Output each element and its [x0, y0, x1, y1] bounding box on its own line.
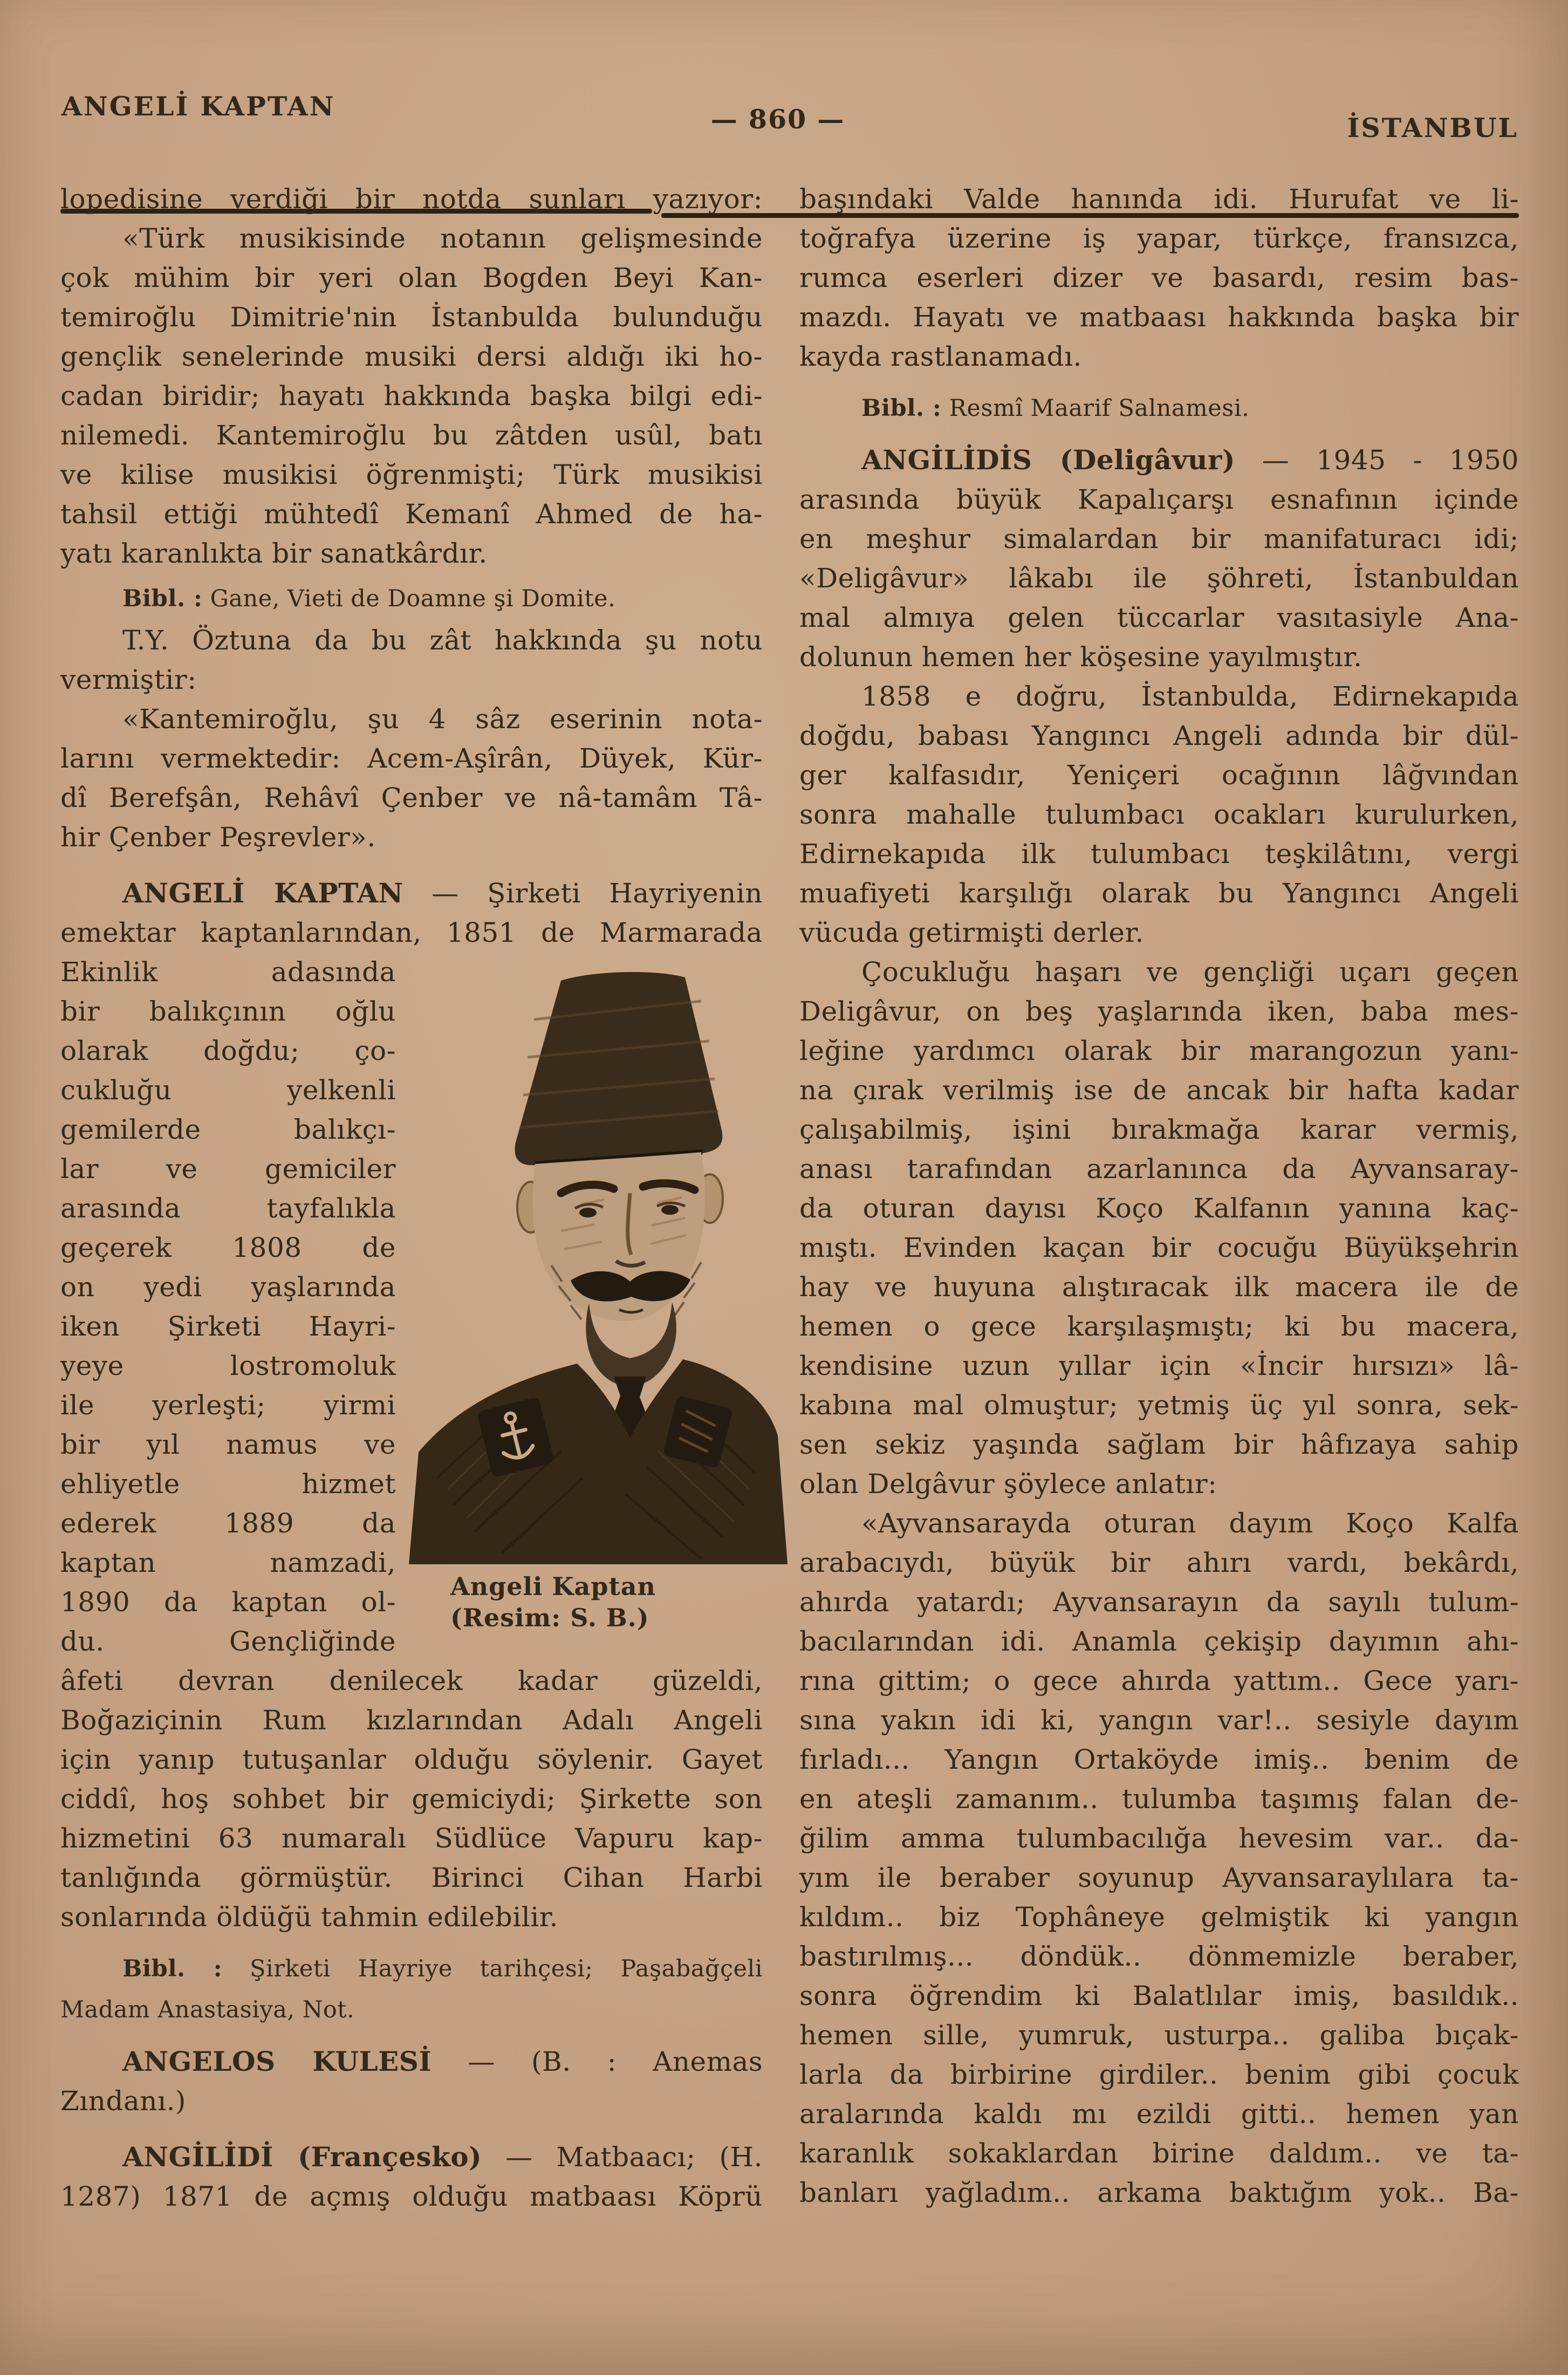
text-line: on yedi yaşlarında	[60, 1271, 396, 1303]
text-line: yeye lostromoluk	[60, 1350, 396, 1381]
text-line: Ekinlik adasında	[60, 956, 396, 988]
left-column-lower-block	[60, 1661, 763, 2216]
text-line: larla da birbirine girdiler.. benim gibi çocuk	[799, 2059, 1519, 2090]
text-line: hay ve huyuna alıştıracak ilk macera ile de	[799, 1271, 1519, 1303]
text-line: cadan biridir; hayatı hakkında başka bilgi edi-	[60, 380, 763, 412]
text-line: cukluğu yelkenli	[60, 1074, 396, 1106]
text-line: dî Berefşân, Rehâvî Çenber ve nâ-tamâm Tâ-	[60, 782, 763, 813]
text-line: «Türk musikisinde notanın gelişmesinde	[122, 223, 763, 254]
text-line: bir yıl namus ve	[60, 1429, 396, 1460]
text-line: olarak doğdu; ço-	[60, 1035, 396, 1066]
page-number: — 860 —	[710, 104, 845, 135]
text-line: gençlik senelerinde musiki dersi aldığı iki ho-	[60, 341, 763, 372]
left-column-narrow-block	[60, 953, 396, 1661]
entry-heading-line: Bibl. : Resmî Maarif Salnamesi.	[861, 395, 1250, 422]
text-line: ve kilise musikisi öğrenmişti; Türk musikisi	[60, 459, 763, 490]
entry-heading-line: ANGELİ KAPTAN — Şirketi Hayriyenin	[122, 877, 763, 909]
text-line: aralarında kaldı mı ezildi gitti.. hemen yan	[799, 2098, 1519, 2130]
text-line: emektar kaptanlarından, 1851 de Marmarada	[60, 917, 763, 948]
portrait-figure	[399, 949, 788, 1645]
text-line: kabına mal olmuştur; yetmiş üç yıl sonra, sek-	[799, 1390, 1519, 1421]
text-line: rına gittim; o gece ahırda yattım.. Gece yarı-	[799, 1665, 1519, 1696]
text-line: başındaki Valde hanında idi. Hurufat ve li-	[799, 183, 1519, 215]
text-line: yım ile beraber soyunup Ayvansaraylılara ta-	[799, 1862, 1519, 1893]
text-line: gemilerde balıkçı-	[60, 1114, 396, 1145]
text-line: larını vermektedir: Acem-Aşîrân, Düyek, Kür-	[60, 743, 763, 774]
text-line: bacılarından idi. Anamla çekişip dayımın ahı-	[799, 1626, 1519, 1657]
text-line: doğdu, babası Yangıncı Angeli adında bir dül-	[799, 720, 1519, 751]
text-line: na çırak verilmiş ise de ancak bir hafta kadar	[799, 1074, 1519, 1106]
text-line: tahsil ettiği mühtedî Kemanî Ahmed de ha-	[60, 498, 763, 530]
text-line: ile yerleşti; yirmi	[60, 1390, 396, 1421]
right-column	[799, 180, 1519, 2213]
text-line: Boğaziçinin Rum kızlarından Adalı Angeli	[60, 1705, 763, 1736]
text-line: sen sekiz yaşında sağlam bir hâfızaya sahip	[799, 1429, 1519, 1460]
text-line: 1287) 1871 de açmış olduğu matbaası Köprü	[60, 2181, 763, 2212]
entry-name: ANGİLİDİS (Deligâvur)	[861, 444, 1235, 476]
text-line: fırladı... Yangın Ortaköyde imiş.. benim de	[799, 1744, 1519, 1775]
text-line: hir Çenber Peşrevler».	[60, 822, 376, 853]
text-line: dolunun hemen her köşesine yayılmıştır.	[799, 641, 1362, 673]
entry-name: ANGİLİDİ (Françesko)	[122, 2141, 482, 2173]
text-line: kendisine uzun yıllar için «İncir hırsızı» lâ-	[799, 1350, 1519, 1381]
text-line: sonra öğrendim ki Balatlılar imiş, basıldık..	[799, 1980, 1519, 2011]
text-line: Edirnekapıda ilk tulumbacı teşkilâtını, vergi	[799, 838, 1519, 870]
text-line: toğrafya üzerine iş yapar, türkçe, fransızca,	[799, 223, 1519, 254]
right-column-block	[799, 180, 1519, 2213]
text-line: mıştı. Evinden kaçan bir cocuğu Büyükşehrin	[799, 1232, 1519, 1263]
text-line: hemen sille, yumruk, usturpa.. galiba bıçak-	[799, 2020, 1519, 2051]
text-line: sonlarında öldüğü tahmin edilebilir.	[60, 1901, 559, 1933]
text-line: «Kantemiroğlu, şu 4 sâz eserinin nota-	[122, 703, 763, 735]
text-line: en ateşli zamanım.. tulumba taşımış falan de-	[799, 1783, 1519, 1815]
text-line: ehliyetle hizmet	[60, 1468, 396, 1500]
entry-heading-line: ANGELOS KULESİ — (B. : Anemas	[122, 2045, 763, 2077]
text-line: muafiyeti karşılığı olarak bu Yangıncı Angeli	[799, 878, 1519, 909]
running-head-volume: İSTANBUL	[1347, 112, 1518, 143]
text-line: 1858 e doğru, İstanbulda, Edirnekapıda	[861, 681, 1519, 712]
text-line: Deligâvur, on beş yaşlarında iken, baba mes-	[799, 996, 1519, 1027]
text-line: yatı karanlıkta bir sanatkârdır.	[60, 538, 488, 569]
text-line: kıldım.. biz Tophâneye gelmiştik ki yangın	[799, 1901, 1519, 1933]
text-line: sına yakın idi ki, yangın var!.. sesiyle dayım	[799, 1705, 1519, 1736]
entry-name: Bibl. :	[861, 395, 942, 422]
text-line: nilemedi. Kantemiroğlu bu zâtden usûl, batı	[60, 420, 763, 451]
text-line: ğilim amma tulumbacılığa hevesim var.. da-	[799, 1823, 1519, 1854]
text-line: du. Gençliğinde	[60, 1626, 396, 1657]
text-line: «Deligâvur» lâkabı ile şöhreti, İstanbuldan	[799, 563, 1519, 594]
text-line: Zındanı.)	[60, 2085, 186, 2117]
entry-heading-line: Bibl. : Şirketi Hayriye tarihçesi; Paşabağçeli	[122, 1955, 763, 1982]
text-line: vermiştir:	[60, 664, 197, 695]
text-line: ahırda yatardı; Ayvansarayın da sayılı tulum-	[799, 1586, 1519, 1618]
text-line: leğine yardımcı olarak bir marangozun yanı-	[799, 1035, 1519, 1066]
text-line: banları yağladım.. arkama baktığım yok.. Ba-	[799, 2177, 1519, 2208]
text-line: tanlığında görmüştür. Birinci Cihan Harbi	[60, 1862, 763, 1893]
text-line: Çocukluğu haşarı ve gençliği uçarı geçen	[861, 956, 1519, 988]
text-line: çok mühim bir yeri olan Bogden Beyi Kan-	[60, 262, 763, 293]
text-line: kaptan namzadi,	[60, 1547, 396, 1578]
text-line: ger kalfasıdır, Yeniçeri ocağının lâğvından	[799, 759, 1519, 791]
text-line: için yanıp tutuşanlar olduğu söylenir. Gayet	[60, 1744, 763, 1775]
entry-name: ANGELİ KAPTAN	[122, 877, 403, 909]
entry-heading-line: ANGİLİDİ (Françesko) — Matbaacı; (H.	[122, 2141, 763, 2173]
portrait-engraving-icon	[399, 949, 788, 1564]
text-line: ciddî, hoş sohbet bir gemiciydi; Şirkette son	[60, 1783, 763, 1815]
text-line: hemen o gece karşılaşmıştı; ki bu macera,	[799, 1311, 1519, 1342]
text-line: «Ayvansarayda oturan dayım Koço Kalfa	[861, 1508, 1519, 1539]
text-line: arabacıydı, büyük bir ahırı vardı, bekârdı,	[799, 1547, 1519, 1578]
text-line: çalışabilmiş, işini bırakmağa karar vermiş,	[799, 1114, 1519, 1145]
text-line: T.Y. Öztuna da bu zât hakkında şu notu	[122, 625, 763, 656]
text-line: mal almıya gelen tüccarlar vasıtasiyle Ana-	[799, 602, 1519, 633]
left-column-upper-block	[60, 180, 763, 953]
text-line: ederek 1889 da	[60, 1508, 396, 1539]
text-line: rumca eserleri dizer ve basardı, resim bas-	[799, 262, 1519, 293]
entry-name: Bibl. :	[122, 1955, 223, 1982]
entry-name: ANGELOS KULESİ	[122, 2045, 432, 2077]
text-line: temiroğlu Dimitrie'nin İstanbulda bulunduğu	[60, 302, 763, 333]
text-line: hizmetini 63 numaralı Südlüce Vapuru kap-	[60, 1823, 763, 1854]
entry-heading-line: Bibl. : Gane, Vieti de Doamne şi Domite.	[122, 585, 616, 612]
text-line: olan Delgâvur şöylece anlatır:	[799, 1468, 1217, 1500]
text-line: lopedisine verdiği bir notda şunları yazıyor:	[60, 183, 763, 215]
text-line: mazdı. Hayatı ve matbaası hakkında başka bir	[799, 302, 1519, 333]
text-line: 1890 da kaptan ol-	[60, 1586, 396, 1618]
text-line: lar ve gemiciler	[60, 1153, 396, 1185]
text-line: iken Şirketi Hayri-	[60, 1311, 396, 1342]
text-line: bastırılmış... döndük.. dönmemizle beraber,	[799, 1941, 1519, 1972]
text-line: geçerek 1808 de	[60, 1232, 396, 1263]
text-line: karanlık sokaklardan birine daldım.. ve ta-	[799, 2138, 1519, 2169]
text-line: sonra mahalle tulumbacı ocakları kurulurken,	[799, 799, 1519, 830]
text-line: da oturan dayısı Koço Kalfanın yanına kaç-	[799, 1193, 1519, 1224]
text-line: kayda rastlanamadı.	[799, 341, 1082, 372]
running-head-entry: ANGELİ KAPTAN	[61, 91, 335, 122]
text-line: Madam Anastasiya, Not.	[60, 1996, 355, 2023]
text-line: bir balıkçının oğlu	[60, 996, 396, 1027]
figure-caption-credit: (Resim: S. B.)	[450, 1603, 649, 1632]
figure-caption-title: Angeli Kaptan	[450, 1572, 656, 1601]
text-line: en meşhur simalardan bir manifaturacı idi;	[799, 523, 1519, 555]
text-line: arasında tayfalıkla	[60, 1193, 396, 1224]
entry-name: Bibl. :	[122, 585, 203, 612]
text-line: anası tarafından azarlanınca da Ayvansaray-	[799, 1153, 1519, 1185]
text-line: arasında büyük Kapalıçarşı esnafının içinde	[799, 484, 1519, 515]
text-line: vücuda getirmişti derler.	[799, 917, 1144, 948]
text-line: âfeti devran denilecek kadar güzeldi,	[60, 1665, 763, 1696]
entry-heading-line: ANGİLİDİS (Deligâvur) — 1945 - 1950	[861, 444, 1519, 476]
